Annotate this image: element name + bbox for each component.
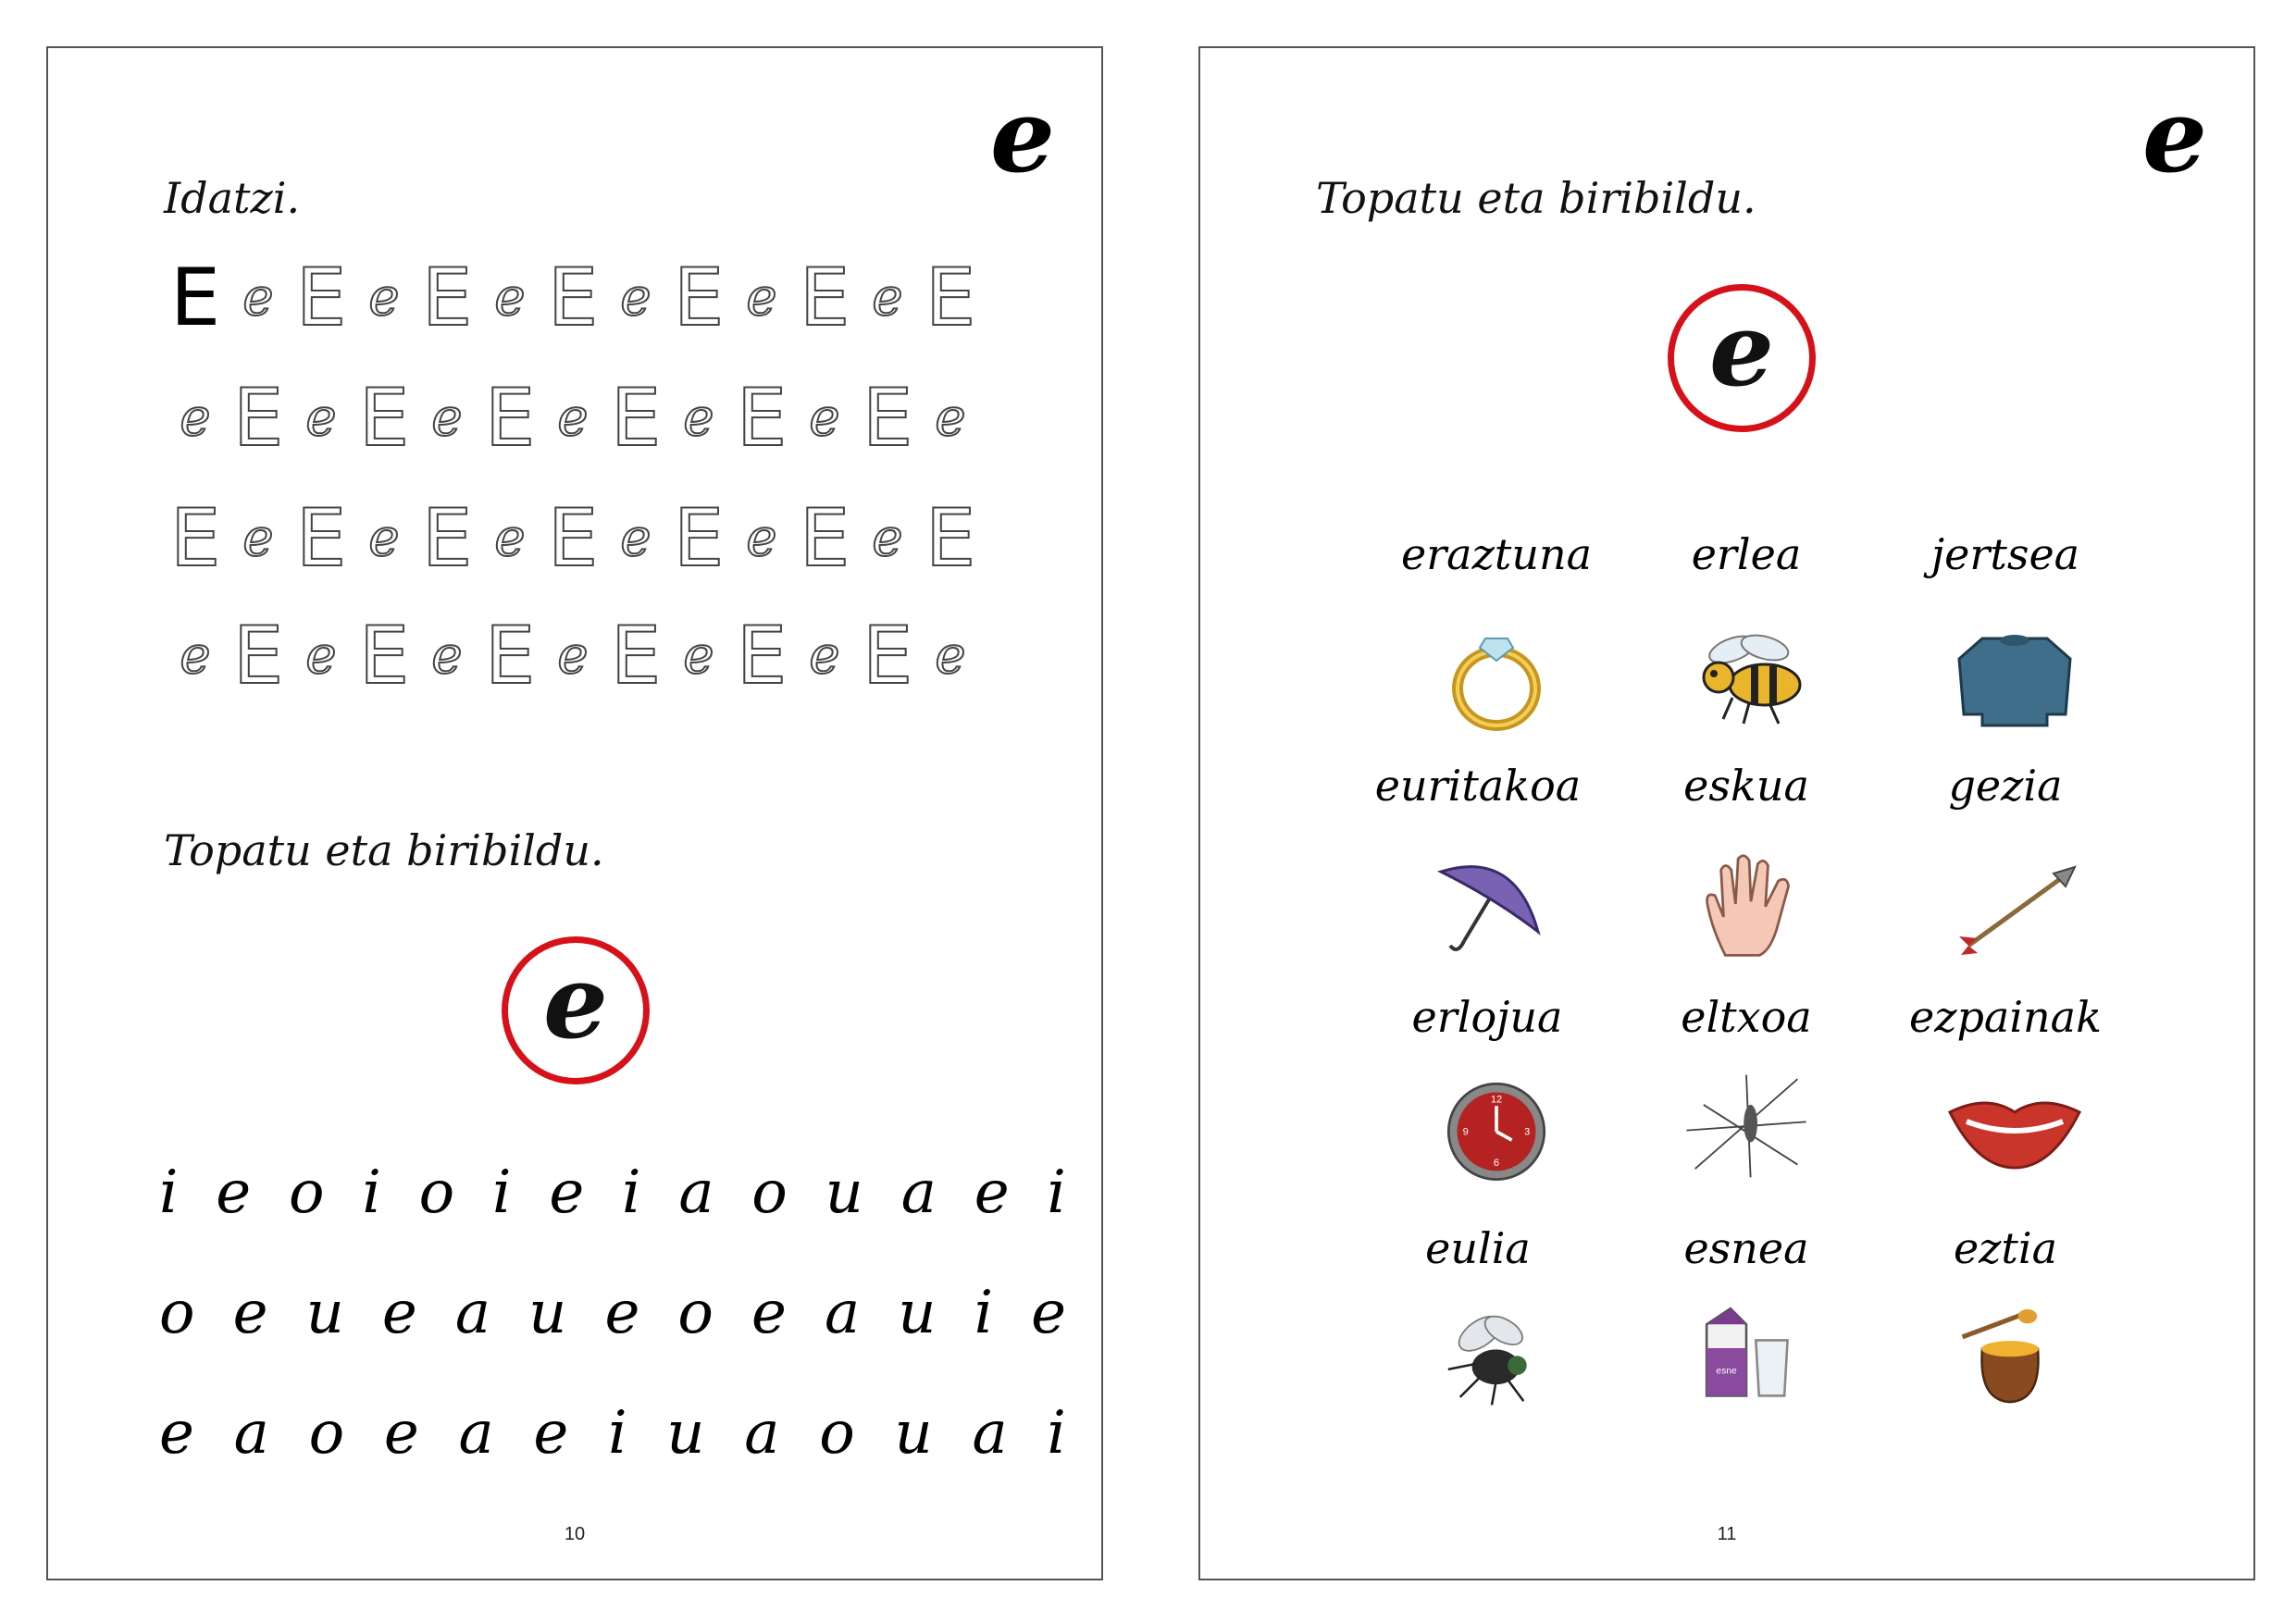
trace-letter: E xyxy=(610,610,662,702)
vowel-letter[interactable]: e xyxy=(381,1279,417,1347)
sweater-icon xyxy=(1941,622,2089,733)
word-eskua: eskua xyxy=(1683,761,1809,811)
vowel-letter[interactable]: a xyxy=(900,1158,937,1227)
vowel-letter[interactable]: u xyxy=(528,1279,567,1347)
milk-icon xyxy=(1672,1293,1820,1404)
trace-row xyxy=(164,610,982,702)
vowel-letter[interactable]: i xyxy=(974,1279,994,1347)
vowel-letter[interactable]: e xyxy=(751,1279,787,1347)
vowel-letter[interactable]: o xyxy=(289,1158,325,1227)
arrow-icon xyxy=(1941,853,2089,964)
trace-letter: e xyxy=(431,388,463,448)
vowel-letter[interactable]: i xyxy=(492,1158,512,1227)
trace-letter: E xyxy=(484,372,536,465)
vowel-letter[interactable]: e xyxy=(533,1399,569,1468)
trace-letter: E xyxy=(673,252,725,344)
word-erlea: erlea xyxy=(1691,529,1802,579)
circled-letter xyxy=(502,936,650,1084)
page-number: 10 xyxy=(564,1524,586,1544)
vowel-letter[interactable]: e xyxy=(159,1399,194,1468)
trace-letter: e xyxy=(494,267,526,328)
trace-row xyxy=(164,492,982,585)
trace-row xyxy=(164,372,982,465)
trace-letter: e xyxy=(809,388,840,448)
trace-letter: e xyxy=(180,388,211,448)
trace-letter: E xyxy=(610,372,662,465)
trace-letter: E xyxy=(925,252,976,344)
vowel-letter[interactable]: u xyxy=(825,1158,863,1227)
trace-letter: e xyxy=(242,267,274,328)
vowel-letter[interactable]: a xyxy=(972,1399,1008,1468)
trace-letter: E xyxy=(358,610,410,702)
vowel-letter[interactable]: e xyxy=(549,1158,585,1227)
trace-letter: e xyxy=(557,626,589,686)
vowel-letter[interactable]: e xyxy=(232,1279,268,1347)
trace-letter: E xyxy=(799,492,850,585)
trace-letter: e xyxy=(935,388,966,448)
trace-letter: e xyxy=(305,626,337,686)
circled-letter-text: e xyxy=(543,942,608,1061)
vowel-letter[interactable]: a xyxy=(825,1279,861,1347)
circled-letter-text: e xyxy=(1709,290,1774,409)
vowel-letter[interactable]: i xyxy=(362,1158,381,1227)
trace-letter: E xyxy=(799,252,850,344)
fly-icon xyxy=(1418,1302,1566,1413)
trace-letter: e xyxy=(683,388,714,448)
trace-letter: e xyxy=(557,388,589,448)
trace-letter: E xyxy=(484,610,536,702)
word-eltxoa: eltxoa xyxy=(1681,992,1812,1042)
clock-number-3: 3 xyxy=(1524,1126,1531,1138)
vowel-letter[interactable]: a xyxy=(744,1399,780,1468)
trace-row xyxy=(164,252,982,344)
instruction-find: Topatu eta biribildu. xyxy=(164,825,604,875)
vowel-letter[interactable]: u xyxy=(898,1279,937,1347)
vowel-letter[interactable]: u xyxy=(666,1399,705,1468)
trace-letter: e xyxy=(746,508,777,568)
trace-letter: E xyxy=(169,492,221,585)
vowel-letter[interactable]: i xyxy=(608,1399,627,1468)
vowel-letter[interactable]: o xyxy=(308,1399,345,1468)
vowel-letter[interactable]: a xyxy=(233,1399,269,1468)
vowel-letter[interactable]: o xyxy=(751,1158,788,1227)
honey-icon xyxy=(1936,1297,2084,1408)
clock-number-12: 12 xyxy=(1490,1094,1503,1106)
word-eraztuna: eraztuna xyxy=(1400,529,1593,579)
trace-letter: E xyxy=(925,492,976,585)
clock-number-6: 6 xyxy=(1493,1157,1500,1169)
ring-icon xyxy=(1422,622,1570,733)
vowel-letter[interactable]: i xyxy=(159,1158,179,1227)
word-eztia: eztia xyxy=(1953,1223,2058,1273)
trace-letter: e xyxy=(620,267,652,328)
vowel-letter[interactable]: o xyxy=(159,1279,195,1347)
vowel-letter[interactable]: e xyxy=(216,1158,252,1227)
vowel-letter[interactable]: i xyxy=(1047,1158,1066,1227)
trace-letter: E xyxy=(547,492,599,585)
umbrella-icon xyxy=(1413,853,1561,964)
corner-letter: e xyxy=(2142,76,2207,195)
vowel-row xyxy=(159,1279,1066,1347)
instruction-find: Topatu eta biribildu. xyxy=(1316,173,1756,223)
trace-letter: e xyxy=(620,508,652,568)
trace-letter: e xyxy=(872,508,903,568)
trace-letter: e xyxy=(809,626,840,686)
vowel-letter[interactable]: i xyxy=(1047,1399,1066,1468)
vowel-letter[interactable]: u xyxy=(894,1399,933,1468)
milk-label: esne xyxy=(1716,1366,1737,1377)
vowel-letter[interactable]: u xyxy=(305,1279,344,1347)
trace-letter: E xyxy=(736,372,788,465)
vowel-letter[interactable]: e xyxy=(604,1279,640,1347)
trace-letter: e xyxy=(368,508,400,568)
vowel-letter[interactable]: o xyxy=(819,1399,855,1468)
trace-letter: E xyxy=(547,252,599,344)
vowel-letter[interactable]: a xyxy=(678,1158,714,1227)
clock-icon xyxy=(1422,1075,1570,1186)
trace-letter: E xyxy=(169,252,221,344)
vowel-letter[interactable]: e xyxy=(974,1158,1010,1227)
trace-letter: e xyxy=(746,267,777,328)
worksheet-page-right xyxy=(1198,46,2255,1580)
lips-icon xyxy=(1941,1075,2089,1186)
bee-icon xyxy=(1677,622,1825,733)
trace-letter: E xyxy=(358,372,410,465)
vowel-row xyxy=(159,1158,1066,1227)
corner-letter: e xyxy=(990,76,1055,195)
word-ezpainak: ezpainak xyxy=(1909,992,2102,1042)
word-jertsea: jertsea xyxy=(1930,529,2080,579)
word-eulia: eulia xyxy=(1425,1223,1531,1273)
page-number: 11 xyxy=(1717,1524,1737,1544)
trace-letter: e xyxy=(242,508,274,568)
vowel-row xyxy=(159,1399,1066,1468)
trace-letter: e xyxy=(368,267,400,328)
trace-letter: E xyxy=(295,492,347,585)
trace-letter: E xyxy=(232,610,284,702)
vowel-letter[interactable]: e xyxy=(383,1399,419,1468)
word-euritakoa: euritakoa xyxy=(1374,761,1582,811)
trace-letter: E xyxy=(673,492,725,585)
vowel-letter[interactable]: o xyxy=(677,1279,714,1347)
trace-letter: e xyxy=(431,626,463,686)
trace-letter: E xyxy=(232,372,284,465)
vowel-letter[interactable]: a xyxy=(454,1279,491,1347)
clock-number-9: 9 xyxy=(1462,1126,1469,1138)
word-esnea: esnea xyxy=(1683,1223,1809,1273)
trace-letter: e xyxy=(872,267,903,328)
worksheet-page-left xyxy=(46,46,1103,1580)
trace-letter: e xyxy=(683,626,714,686)
mosquito-icon xyxy=(1672,1071,1820,1182)
vowel-letter[interactable]: o xyxy=(418,1158,455,1227)
trace-letter: E xyxy=(862,610,913,702)
vowel-letter[interactable]: e xyxy=(1031,1279,1066,1347)
trace-letter: E xyxy=(295,252,347,344)
instruction-write: Idatzi. xyxy=(164,173,301,223)
trace-letter: E xyxy=(862,372,913,465)
trace-letter: e xyxy=(494,508,526,568)
trace-letter: e xyxy=(180,626,211,686)
trace-letter: E xyxy=(421,252,473,344)
vowel-letter[interactable]: a xyxy=(458,1399,494,1468)
trace-letter: E xyxy=(736,610,788,702)
word-gezia: gezia xyxy=(1948,761,2063,811)
vowel-letter[interactable]: i xyxy=(622,1158,641,1227)
circled-letter xyxy=(1668,284,1816,432)
hand-icon xyxy=(1677,849,1825,960)
word-erlojua: erlojua xyxy=(1411,992,1563,1042)
trace-letter: e xyxy=(935,626,966,686)
trace-letter: e xyxy=(305,388,337,448)
trace-letter: E xyxy=(421,492,473,585)
